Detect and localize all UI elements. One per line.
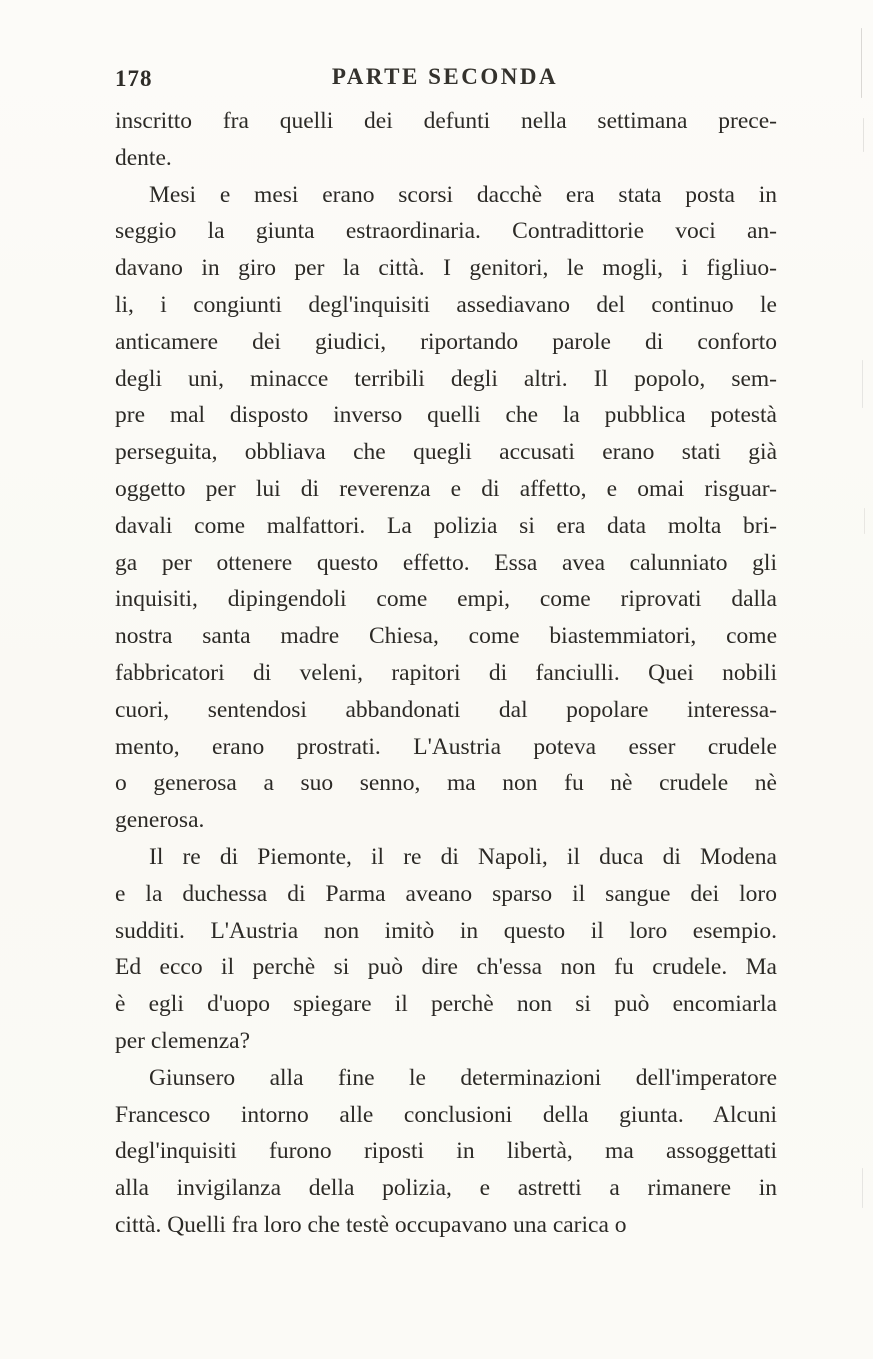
text-line: e la duchessa di Parma aveano sparso il sangue dei loro xyxy=(115,880,777,907)
page-header xyxy=(115,64,775,94)
text-line: per clemenza? xyxy=(115,1027,251,1054)
text-line: inquisiti, dipingendoli come empi, come riprovati dalla xyxy=(115,586,777,613)
text-line: Il re di Piemonte, il re di Napoli, il duca di Modena xyxy=(149,843,777,870)
text-line: mento, erano prostrati. L'Austria poteva esser crudele xyxy=(115,733,777,760)
text-line: dente. xyxy=(115,144,172,171)
paragraph xyxy=(115,103,777,177)
scan-artifact xyxy=(864,508,866,534)
scan-artifact xyxy=(861,28,863,98)
text-line: Giunsero alla fine le determinazioni dell'imperatore xyxy=(149,1064,777,1091)
text-line: davali come malfattori. La polizia si era data molta bri- xyxy=(115,512,777,539)
paragraph xyxy=(115,1060,777,1244)
running-head-title: PARTE SECONDA xyxy=(331,64,559,89)
text-line: oggetto per lui di reverenza e di affetto, e omai risguar- xyxy=(115,475,777,502)
scan-artifact xyxy=(862,360,864,408)
page-number: 178 xyxy=(115,66,153,91)
text-line: davano in giro per la città. I genitori, le mogli, i figliuo- xyxy=(115,255,777,282)
text-line: cuori, sentendosi abbandonati dal popolare interessa- xyxy=(115,696,777,723)
text-line: generosa. xyxy=(115,807,205,834)
paragraph xyxy=(115,177,777,839)
scan-artifact xyxy=(862,1168,864,1208)
text-line: degl'inquisiti furono riposti in libertà, ma assoggettati xyxy=(115,1138,777,1165)
text-line: anticamere dei giudici, riportando parole di conforto xyxy=(115,328,777,355)
text-line: Francesco intorno alle conclusioni della giunta. Alcuni xyxy=(115,1101,777,1128)
text-line: Mesi e mesi erano scorsi dacchè era stata posta in xyxy=(149,181,777,208)
text-block xyxy=(115,103,777,1244)
text-line: sudditi. L'Austria non imitò in questo il loro esempio. xyxy=(115,917,777,944)
text-line: degli uni, minacce terribili degli altri. Il popolo, sem- xyxy=(115,365,777,392)
text-line: Ed ecco il perchè si può dire ch'essa non fu crudele. Ma xyxy=(115,954,777,981)
text-line: città. Quelli fra loro che testè occupavano una carica o xyxy=(115,1211,627,1238)
paragraph xyxy=(115,839,777,1060)
text-line: nostra santa madre Chiesa, come biastemmiatori, come xyxy=(115,623,777,650)
text-line: li, i congiunti degl'inquisiti assediavano del continuo le xyxy=(115,291,777,318)
text-line: è egli d'uopo spiegare il perchè non si può encomiarla xyxy=(115,991,777,1018)
text-line: ga per ottenere questo effetto. Essa avea calunniato gli xyxy=(115,549,777,576)
text-line: inscritto fra quelli dei defunti nella settimana prece- xyxy=(115,108,777,134)
text-line: fabbricatori di veleni, rapitori di fanciulli. Quei nobili xyxy=(115,659,777,686)
text-line: o generosa a suo senno, ma non fu nè crudele nè xyxy=(115,770,777,797)
text-line: pre mal disposto inverso quelli che la pubblica potestà xyxy=(115,402,777,429)
scan-artifact xyxy=(863,118,865,152)
text-line: perseguita, obbliava che quegli accusati erano stati già xyxy=(115,439,777,466)
text-line: alla invigilanza della polizia, e astretti a rimanere in xyxy=(115,1175,777,1202)
text-line: seggio la giunta estraordinaria. Contradittorie voci an- xyxy=(115,218,777,245)
